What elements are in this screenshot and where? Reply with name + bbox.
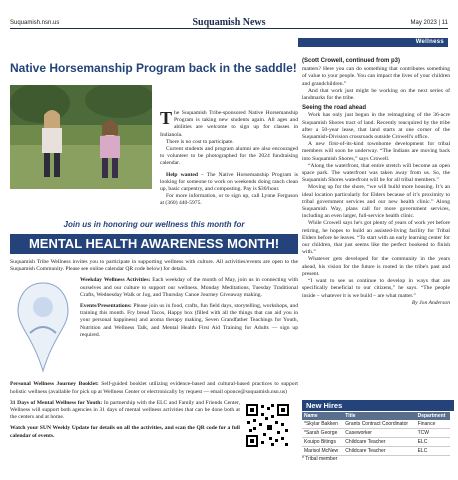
column-header: Title	[343, 412, 415, 420]
table-row	[302, 447, 450, 456]
continued-article	[302, 58, 450, 307]
paragraph: Weekday Wellness Activities: Each weekday of the month of May, join us in connecting with ourselves and our culture to support our wellness. Monday Meditations, Tuesday Traditional Crafts, Wednesday Walk or Jog, and Thursday Canoe Journey Giveaway making.	[80, 277, 298, 298]
mh-intro: Join us in honoring our wellness this month for	[63, 220, 245, 229]
cell-name: *Sarah George	[302, 429, 343, 438]
column-header: Department	[416, 412, 450, 420]
article-body	[160, 110, 298, 208]
paragraph: Work has only just begun in the reimagining of the 36-acre Suquamish Shores tract of land. Recently reacquired by the tribe after a 50-year lease, that land starts at one corner of the Suquamish-Division crossroads outside Crowell's office.	[302, 112, 450, 141]
table-row	[302, 420, 450, 429]
cell-department: TCW	[416, 429, 450, 438]
site-url: Suquamish.nsn.us	[10, 20, 60, 26]
paragraph: While Crowell says he's got plenty of years of work yet before retiring, he hopes to build an assisted-living facility for Tribal Elders before he leaves. “To start with an early learning center for our children, that just seems like the perfect bookend to finish with.”	[302, 220, 450, 256]
cell-title: Caseworker	[343, 429, 415, 438]
cell-department: ELC	[416, 438, 450, 447]
byline: By Jon Anderson	[411, 299, 450, 306]
paragraph: “Along the waterfront, that entire stretch will become an open space park. The waterfront was taken away from us. So, the Suquamish Shores waterfront will be for all tribal members.”	[302, 162, 450, 184]
paragraph: And that work just might be working on the next series of landmarks for the tribe.	[302, 87, 450, 102]
continued-label: (Scott Crowell, continued from p3)	[302, 58, 401, 64]
paragraph: Personal Wellness Journey Booklet: Self-guided booklet utilizing evidence-based and cultural-based practices to support holistic wellness (available for pick up at Wellness Center or electronically by request — email oponce@suquamish.nsn.us)	[10, 381, 298, 395]
article-headline: Native Horsemanship Program back in the saddle!	[10, 61, 297, 75]
paragraph: Suquamish Tribe Wellness invites you to participate in supporting wellness with culture. All activities/events are open to the Suquamish Community. Please see online calendar QR code below) for details.	[10, 259, 298, 273]
cell-department: Finance	[416, 420, 450, 429]
paragraph: A new first-of-its-kind townhome development for tribal members will soon be underway. “The Indians are moving back into Suquamish Shores,” says Crowell.	[302, 141, 450, 162]
cell-name: Marisol McNew	[302, 447, 343, 456]
paragraph: Whatever gets developed for the community in the years ahead, his vision for the future is rooted in the tribe's past and present.	[302, 256, 450, 277]
page-number: May 2023 | 11	[410, 20, 448, 26]
publication-title: Suquamish News	[192, 17, 266, 28]
paragraph: For more information, or to sign up, call Lynne Ferguson at (360) 440-5975.	[160, 193, 298, 207]
subheading: Seeing the road ahead	[302, 105, 367, 112]
cell-name: *Skylar Bakken	[302, 420, 343, 429]
calendar-qr-code[interactable]	[245, 403, 290, 448]
table-row	[302, 429, 450, 438]
paragraph: “I want to see us continue to develop in ways that are specifically beneficial to our citizens,” he says. “The people inside – whatever it is we build – are what matter.”	[302, 278, 450, 299]
table-row	[302, 438, 450, 447]
paragraph: Current students and program alumni are also encouraged to volunteer to be photographed for the 2024 fundraising calendar.	[160, 146, 298, 167]
new-hires-table	[302, 412, 450, 456]
column-header: Name	[302, 412, 343, 420]
wellness-illustration	[10, 277, 80, 377]
paragraph: Events/Presentations: Please join us in food, crafts, fun field days, storytelling, workshops, and training this month. Fry bread Tacos, Happy box (filled with all the things that can aid you in your personal happiness) and aroma therapy making, Seven Grandfather Teachings for Youth, Nutrition and Wellness Talk, and Mental Health First Aid Training for Adults — sign up required.	[80, 303, 298, 338]
article-photo	[10, 85, 152, 189]
table-footnote: * Tribal member	[302, 456, 338, 462]
paragraph: 31 Days of Mental Wellness for Youth: In partnership with the ELC and Family and Friends Center, Wellness will support both agencies in 31 days of mental wellness activities that can be done both at the centers and at home.	[10, 399, 240, 421]
drop-cap: T	[160, 108, 173, 128]
cell-title: Childcare Teacher	[343, 447, 415, 456]
header-rule	[10, 28, 448, 29]
paragraph: matters? Here you can do something that contributes something of value to your people. You can impact the lives of your children and grandchildren.”	[302, 66, 450, 87]
paragraph: Watch your SUN Weekly Update for details on all the activities, and scan the QR code for a full calendar of events.	[10, 425, 240, 439]
cell-name: Kouipo Bitings	[302, 438, 343, 447]
paragraph: Moving up for the shore, “we will build more housing. It’s an ideal location particularly for Elders because of it’s proximity to tribal government services and our new health clinic.” Along Suquamish Way, plans call for more government services, including an even larger, full-service health clinic.	[302, 184, 450, 220]
new-hires-title: New Hires	[302, 400, 454, 411]
cell-department: ELC	[416, 447, 450, 456]
mh-banner: MENTAL HEALTH AWARENESS MONTH!	[10, 234, 298, 254]
paragraph: he Suquamish Tribe-sponsored Native Horsemanship Program is taking new students again. All ages and abilities are welcome to sign up for classes in Indianola.	[160, 110, 298, 138]
cell-title: Grants Contract Coordinator	[343, 420, 415, 429]
section-banner: Wellness	[298, 38, 448, 47]
paragraph: There is no cost to participate.	[166, 138, 234, 145]
paragraph: Help wanted – The Native Horsemanship Program is looking for someone to work on weekends doing ranch clean up, basic carpentry, and composting. Pay is $30/hour.	[160, 171, 298, 193]
cell-title: Childcare Teacher	[343, 438, 415, 447]
new-hires-table-container	[302, 412, 454, 462]
